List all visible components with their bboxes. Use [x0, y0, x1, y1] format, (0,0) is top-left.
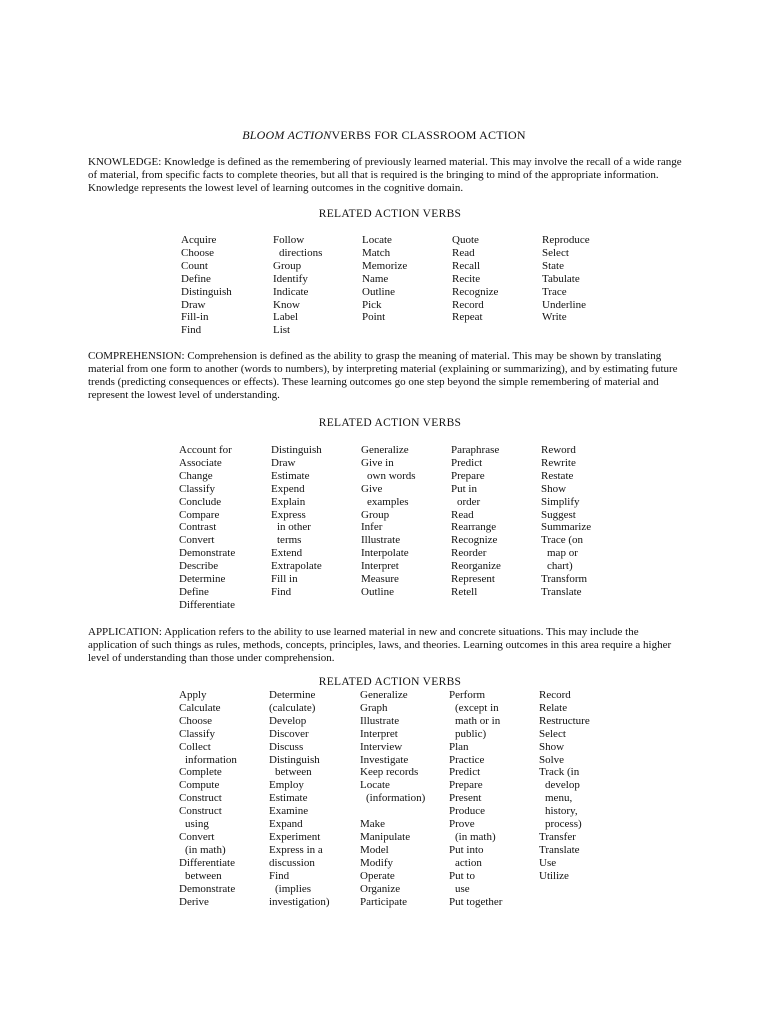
verb-item: Participate [360, 895, 408, 908]
verb-item: Summarize [541, 521, 592, 534]
verb-item: Prepare [449, 779, 483, 792]
verb-item: Infer [361, 521, 383, 534]
verb-item: Interpret [360, 727, 398, 740]
verb-item: Outline [361, 585, 394, 598]
verb-item: Choose [181, 246, 214, 259]
verb-item: Use [539, 856, 557, 869]
verb-item: Follow [273, 234, 305, 246]
verb-item: Graph [360, 701, 388, 714]
verb-item: Perform [449, 689, 486, 701]
verb-item: directions [279, 246, 323, 259]
verb-item: Calculate [179, 701, 221, 714]
verb-item: Prepare [451, 469, 485, 482]
verb-item: Distinguish [271, 444, 322, 456]
comprehension-verb-column [541, 444, 591, 599]
comprehension-verb-column [271, 444, 322, 599]
verb-item: Classify [179, 482, 216, 495]
verb-item: Produce [449, 805, 486, 818]
verb-item: Predict [451, 456, 483, 469]
verb-item: Conclude [179, 495, 222, 508]
verb-item: use [455, 882, 470, 895]
verb-item: Construct [179, 805, 222, 818]
verb-item: Put together [449, 895, 503, 908]
verb-item: Define [179, 585, 209, 598]
verb-item: Fill-in [181, 311, 209, 324]
comprehension-verb-column [451, 444, 501, 599]
verb-item: Convert [179, 830, 215, 843]
verb-item: Group [361, 508, 390, 521]
verb-item: Reproduce [542, 234, 590, 246]
verb-item: Estimate [271, 469, 310, 482]
verb-item: investigation) [269, 895, 330, 908]
verb-item: Construct [179, 792, 222, 805]
verb-item: Illustrate [360, 714, 400, 727]
verb-item: Measure [361, 573, 399, 586]
verb-item: Differentiate [179, 856, 235, 869]
verb-item: Write [542, 311, 567, 324]
verb-item: Count [181, 259, 208, 272]
verb-item: Give in [361, 456, 394, 469]
verb-item: Reword [541, 444, 576, 456]
verb-item: Pick [362, 298, 382, 311]
verb-item: Find [269, 869, 290, 882]
verb-item: Employ [269, 779, 304, 792]
verb-item: Restate [541, 469, 574, 482]
verb-item: Translate [539, 843, 580, 856]
verb-item: Change [179, 469, 213, 482]
verb-item: Compute [179, 779, 220, 792]
verb-item: Interpolate [361, 547, 409, 560]
knowledge-paragraph: KNOWLEDGE: Knowledge is defined as the remembering of previously learned material. This may involve the recall of a wide range of material, from specific facts to complete theories, but all that is required is the bringing to mind of the appropriate information. Knowledge represents the lowest level of learning outcomes in the cognitive domain. [88, 156, 682, 194]
verb-item: Expend [271, 482, 305, 495]
verb-item: Know [273, 298, 300, 311]
verb-item: Translate [541, 585, 582, 598]
verb-item: Simplify [541, 495, 580, 508]
verb-item: Define [181, 272, 211, 285]
verb-item: Distinguish [181, 285, 232, 298]
verb-item: in other [277, 521, 311, 534]
verb-item [360, 805, 425, 818]
application-verb-column [539, 689, 590, 883]
verb-item: Recognize [451, 534, 498, 547]
verb-item: Account for [179, 444, 232, 456]
verb-item: Represent [451, 573, 495, 586]
verb-item: Associate [179, 456, 222, 469]
verb-item: Describe [179, 560, 219, 573]
verb-item: Extrapolate [271, 560, 322, 573]
application-verb-column [360, 689, 425, 908]
verb-item: Fill in [271, 573, 298, 586]
verb-item: process) [545, 818, 582, 831]
verb-item: menu, [545, 792, 573, 805]
application-verbs-heading: RELATED ACTION VERBS [318, 676, 462, 688]
verb-item: map or [547, 547, 578, 560]
verb-item: State [542, 259, 564, 272]
verb-item: Record [452, 298, 484, 311]
verb-item: Rearrange [451, 521, 497, 534]
verb-item: Modify [360, 856, 393, 869]
verb-item: Discuss [269, 740, 304, 753]
verb-item: Read [451, 508, 474, 521]
verb-item: Manipulate [360, 830, 411, 843]
verb-item: Reorganize [451, 560, 501, 573]
verb-item: (calculate) [269, 701, 316, 714]
verb-item: Compare [179, 508, 220, 521]
verb-item: Point [362, 311, 386, 324]
verb-item: (in math) [185, 843, 226, 856]
verb-item: Identify [273, 272, 308, 285]
verb-item: (in math) [455, 830, 496, 843]
verb-item: public) [455, 727, 487, 740]
application-paragraph: APPLICATION: Application refers to the ability to use learned material in new and concrete situations. This may include the application of such things as rules, methods, concepts, principles, laws, and theories. Learning outcomes in this area require a higher level of understanding than those under comprehension. [88, 626, 672, 664]
verb-item: Restructure [539, 714, 590, 727]
verb-item: Track (in [539, 766, 580, 779]
comprehension-verbs-heading: RELATED ACTION VERBS [318, 417, 462, 429]
verb-item: Put to [449, 869, 475, 882]
verb-item: action [455, 856, 482, 869]
verb-item: Estimate [269, 792, 308, 805]
verb-item: Relate [539, 701, 568, 714]
knowledge-verb-column [362, 234, 407, 324]
verb-item: (implies [275, 882, 312, 895]
comprehension-verb-column [361, 444, 416, 599]
verb-item: Suggest [541, 508, 576, 521]
verb-item: Experiment [269, 830, 321, 843]
verb-item: Group [273, 259, 302, 272]
verb-item: List [273, 324, 291, 337]
verb-item: Apply [179, 689, 207, 701]
verb-item: Extend [271, 547, 303, 560]
verb-item: Prove [449, 818, 475, 831]
verb-item: Determine [179, 573, 226, 586]
verb-item: Transform [541, 573, 588, 586]
verb-item: Operate [360, 869, 395, 882]
verb-item: Express in a [269, 843, 323, 856]
application-verb-column [269, 689, 330, 908]
verb-item: Match [362, 246, 391, 259]
verb-item: Record [539, 689, 571, 701]
verb-item: between [185, 869, 222, 882]
verb-item: Find [181, 324, 202, 337]
verb-item: Express [271, 508, 306, 521]
verb-item: own words [367, 469, 416, 482]
verb-item: Expand [269, 818, 303, 831]
verb-item: Choose [179, 714, 212, 727]
comprehension-verb-column [179, 444, 235, 612]
verb-item: Put in [451, 482, 477, 495]
verb-item: Recite [452, 272, 481, 285]
verb-item: Memorize [362, 259, 408, 272]
verb-item: Complete [179, 766, 222, 779]
verb-item: Demonstrate [179, 547, 236, 560]
knowledge-verb-column [542, 234, 590, 324]
verb-item: Organize [360, 882, 401, 895]
verb-item: Read [452, 246, 475, 259]
verb-item: Interpret [361, 560, 399, 573]
verb-item: Convert [179, 534, 215, 547]
verb-item: terms [277, 534, 302, 547]
knowledge-verb-column [452, 234, 498, 324]
verb-item: Interview [360, 740, 403, 753]
verb-item: Retell [451, 585, 478, 598]
verb-item: Recall [452, 259, 481, 272]
verb-item: Practice [449, 753, 485, 766]
verb-item: develop [545, 779, 580, 792]
verb-item: Trace [542, 285, 567, 298]
knowledge-verbs-heading: RELATED ACTION VERBS [318, 208, 462, 220]
verb-item: Draw [271, 456, 296, 469]
verb-item: Locate [362, 234, 392, 246]
verb-item: Show [541, 482, 567, 495]
verb-item: Find [271, 585, 292, 598]
verb-item: Collect [179, 740, 211, 753]
verb-item: Recognize [452, 285, 499, 298]
verb-item: Investigate [360, 753, 409, 766]
verb-item: Reorder [451, 547, 487, 560]
application-verb-column [179, 689, 237, 908]
verb-item: Quote [452, 234, 479, 246]
verb-item: Keep records [360, 766, 419, 779]
title-italic: BLOOM ACTION [242, 128, 332, 142]
verb-item: using [185, 818, 209, 831]
verb-item: Distinguish [269, 753, 320, 766]
verb-item: Predict [449, 766, 481, 779]
verb-item: Indicate [273, 285, 309, 298]
verb-item: Illustrate [361, 534, 401, 547]
verb-item: Name [362, 272, 389, 285]
verb-item: history, [545, 805, 578, 818]
verb-item: information [185, 753, 237, 766]
verb-item: Contrast [179, 521, 217, 534]
verb-item: Repeat [452, 311, 483, 324]
verb-item: Put into [449, 843, 484, 856]
verb-item: Model [360, 843, 389, 856]
verb-item: Trace (on [541, 534, 584, 547]
verb-item: Locate [360, 779, 390, 792]
verb-item: examples [367, 495, 409, 508]
knowledge-verb-column [273, 234, 322, 337]
verb-item: order [457, 495, 481, 508]
verb-item: Select [542, 246, 569, 259]
verb-item: math or in [455, 714, 501, 727]
title-rest: VERBS FOR CLASSROOM ACTION [331, 128, 526, 142]
verb-item: Classify [179, 727, 216, 740]
document-title [0, 129, 768, 142]
verb-item: Rewrite [541, 456, 576, 469]
verb-item: Make [360, 818, 386, 831]
verb-item: Determine [269, 689, 316, 701]
verb-item: Present [449, 792, 482, 805]
verb-item: chart) [547, 560, 573, 573]
verb-item: Paraphrase [451, 444, 500, 456]
verb-item: (except in [455, 701, 499, 714]
verb-item: Tabulate [542, 272, 580, 285]
verb-item: Select [539, 727, 566, 740]
verb-item: Utilize [539, 869, 569, 882]
verb-item: Acquire [181, 234, 217, 246]
verb-item: Outline [362, 285, 395, 298]
knowledge-verb-column [181, 234, 232, 337]
verb-item: Give [361, 482, 383, 495]
verb-item: Solve [539, 753, 565, 766]
verb-item: Show [539, 740, 565, 753]
verb-item: Transfer [539, 830, 576, 843]
verb-item: Examine [269, 805, 309, 818]
verb-item: between [275, 766, 312, 779]
verb-item: Label [273, 311, 299, 324]
verb-item: Underline [542, 298, 586, 311]
application-verb-column [449, 689, 502, 908]
verb-item: Derive [179, 895, 209, 908]
verb-item: Generalize [360, 689, 408, 701]
verb-item: discussion [269, 856, 315, 869]
verb-item: Draw [181, 298, 206, 311]
verb-item: Discover [269, 727, 309, 740]
verb-item: Generalize [361, 444, 409, 456]
comprehension-paragraph: COMPREHENSION: Comprehension is defined as the ability to grasp the meaning of material. This may be shown by translating material from one form to another (words to numbers), by interpreting material (explaining or summarizing), and by estimating future trends (predicting consequences or effects). These learning outcomes go one step beyond the simple remembering of material and represent the lowest level of understanding. [88, 350, 678, 401]
verb-item: Differentiate [179, 598, 235, 611]
verb-item: Plan [449, 740, 469, 753]
verb-item: Develop [269, 714, 307, 727]
verb-item: Explain [271, 495, 306, 508]
verb-item: Demonstrate [179, 882, 236, 895]
verb-item: (information) [366, 792, 426, 805]
